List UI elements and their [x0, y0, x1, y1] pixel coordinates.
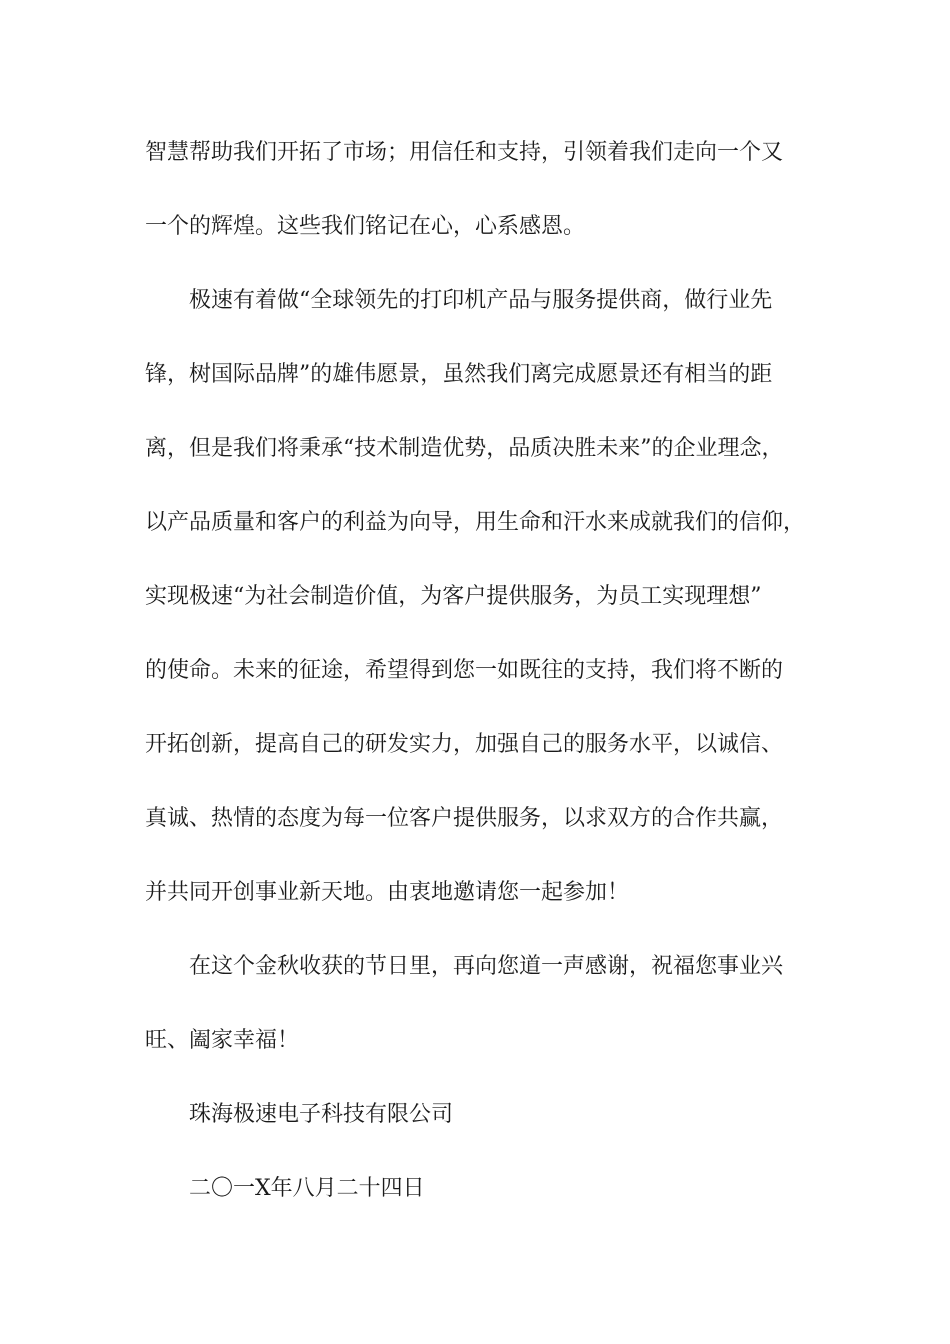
paragraph-line: 离，但是我们将秉承“技术制造优势，品质决胜未来”的企业理念，	[145, 436, 784, 461]
paragraph-line: 智慧帮助我们开拓了市场；用信任和支持，引领着我们走向一个又	[145, 140, 784, 165]
paragraph-line: 一个的辉煌。这些我们铭记在心，心系感恩。	[145, 214, 586, 239]
paragraph-line: 旺、阖家幸福！	[145, 1028, 300, 1053]
paragraph-line: 并共同开创事业新天地。由衷地邀请您一起参加！	[145, 880, 630, 905]
paragraph-line: 在这个金秋收获的节日里，再向您道一声感谢，祝福您事业兴	[189, 954, 784, 979]
signature-date: 二〇一X年八月二十四日	[189, 1176, 425, 1201]
paragraph-line: 锋，树国际品牌”的雄伟愿景，虽然我们离完成愿景还有相当的距	[145, 362, 773, 387]
paragraph-line: 真诚、热情的态度为每一位客户提供服务，以求双方的合作共赢，	[145, 806, 784, 831]
paragraph-line: 实现极速“为社会制造价值，为客户提供服务，为员工实现理想”	[145, 584, 762, 609]
paragraph-line: 的使命。未来的征途，希望得到您一如既往的支持，我们将不断的	[145, 658, 784, 683]
paragraph-line: 以产品质量和客户的利益为向导，用生命和汗水来成就我们的信仰，	[145, 510, 806, 535]
company-signature: 珠海极速电子科技有限公司	[189, 1102, 454, 1127]
paragraph-line: 开拓创新，提高自己的研发实力，加强自己的服务水平，以诚信、	[145, 732, 784, 757]
paragraph-line: 极速有着做“全球领先的打印机产品与服务提供商，做行业先	[189, 288, 773, 313]
